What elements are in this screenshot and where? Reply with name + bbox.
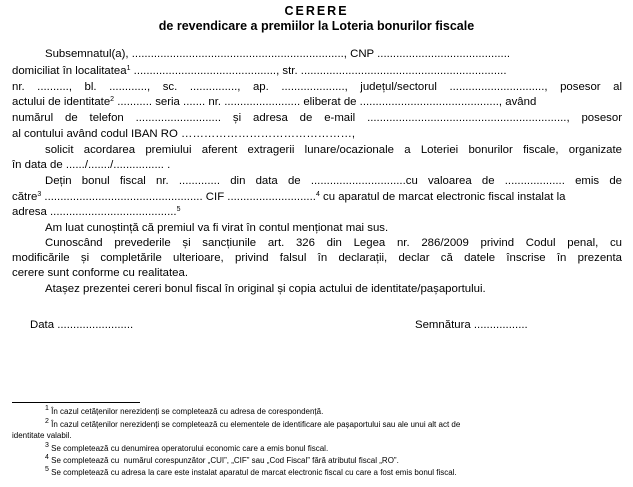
line-issuer: către$^3$ .................................................. CIF ............................$^4$ cu aparatul de marcat electronic fiscal instalat la bbox=[12, 191, 566, 203]
line-draw-date: în data de ....../......./................ . bbox=[12, 159, 171, 171]
line-receipt-address: adresa ........................................$^5$ bbox=[12, 206, 181, 218]
footnote-ref-1: 1 bbox=[126, 65, 131, 72]
line-receipt: Dețin bonul fiscal nr. ............. din data de ..............................cu valoarea de ................... emis de bbox=[45, 175, 622, 187]
footnote-3: 3 Se completează cu denumirea operatorului economic care a emis bonul fiscal. bbox=[45, 442, 329, 453]
line-legal-1: Cunoscând prevederile și sancțiunile art. 326 din Legea nr. 286/2009 privind Codul penal, cu bbox=[45, 237, 622, 249]
footnote-2-continued: identitate valabil. bbox=[12, 431, 72, 440]
document-title: CERERE bbox=[284, 4, 349, 18]
line-request: solicit acordarea premiului aferent extragerii lunare/ocazionale a Loteriei bonurilor fiscale, organizate bbox=[45, 144, 622, 156]
line-iban: al contului având codul IBAN RO ………………………………………, bbox=[12, 128, 356, 140]
line-legal-3: cerere sunt conforme cu realitatea. bbox=[12, 267, 189, 279]
footnote-separator bbox=[12, 402, 140, 403]
line-legal-2: modificările și completările ulterioare, privind falsul în declarații, declar că datele înscrise în prezenta bbox=[12, 252, 622, 264]
footnote-2: 2 În cazul cetățenilor nerezidenți se completează cu elementele de identificare ale pașaportului sau ale unui alt act de bbox=[45, 418, 461, 429]
footnote-ref-5: 5 bbox=[176, 206, 181, 213]
line-address: domiciliat în localitatea$^1$ ............................................., str. ................................................................. bbox=[12, 65, 507, 77]
line-address-details: nr. .........., bl. ............, sc. ..............., ap. ...................., județul/sectorul .............................., posesor al bbox=[12, 81, 622, 93]
footnote-ref-3: 3 bbox=[37, 191, 42, 198]
footnote-1: 1 În cazul cetățenilor nerezidenți se completează cu adresa de corespondență. bbox=[45, 405, 324, 416]
footnote-ref-2: 2 bbox=[110, 96, 115, 103]
line-attachments: Atașez prezentei cereri bonul fiscal în original și copia actului de identitate/pașaportului. bbox=[45, 283, 486, 295]
signature-field: Semnătura ................. bbox=[415, 319, 528, 331]
footnote-5: 5 Se completează cu adresa la care este instalat aparatul de marcat electronic fiscal cu care a fost emis bonul fiscal. bbox=[45, 466, 457, 477]
line-name-cnp: Subsemnatul(a), ..................................................................., CNP .......................................... bbox=[45, 48, 511, 60]
date-field: Data ........................ bbox=[30, 319, 134, 331]
line-phone-email: numărul de telefon ........................... și adresa de e-mail ..............................................................., posesor bbox=[12, 112, 622, 124]
footnote-ref-4: 4 bbox=[315, 191, 320, 198]
line-id-document: actului de identitate$^2$ ........... seria ....... nr. ........................ eliberat de ............................................, având bbox=[12, 96, 537, 108]
footnote-4: 4 Se completează cu numărul corespunzător „CUI”, „CIF” sau „Cod Fiscal” fără atributul fiscal „RO”. bbox=[45, 454, 399, 465]
line-acknowledgement: Am luat cunoștință că premiul va fi virat în contul menționat mai sus. bbox=[45, 222, 389, 234]
document-subtitle: de revendicare a premiilor la Loteria bonurilor fiscale bbox=[158, 19, 475, 33]
